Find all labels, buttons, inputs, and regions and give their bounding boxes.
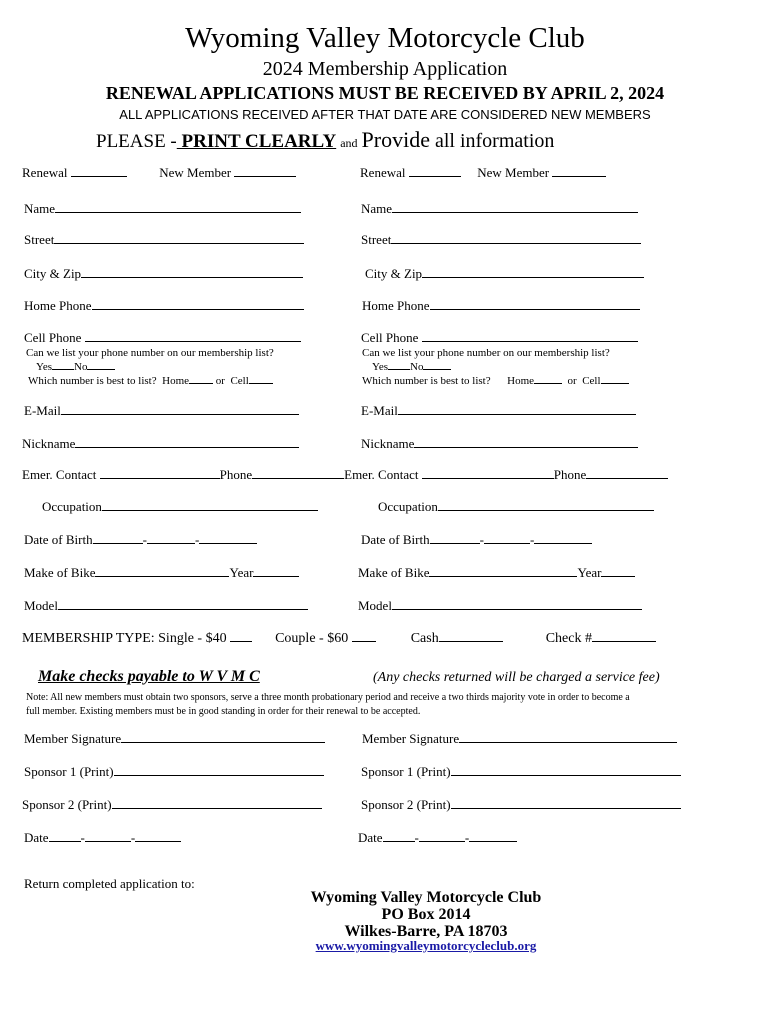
date-month-blank-left[interactable]	[49, 840, 81, 842]
year-label: Year	[577, 565, 602, 580]
sponsor1-blank-right[interactable]	[451, 774, 681, 776]
cell-label: Cell	[582, 375, 601, 387]
dash: -	[414, 830, 419, 845]
late-notice: ALL APPLICATIONS RECEIVED AFTER THAT DATE ARE CONSIDERED NEW MEMBERS	[119, 107, 651, 122]
renewal-label: Renewal	[360, 165, 406, 180]
checks-payable-note	[24, 668, 260, 686]
which-number-label: Which number is best to list?	[28, 375, 157, 387]
yes-label: Yes	[372, 361, 389, 373]
member-signature-right	[362, 731, 677, 747]
sponsor1-left	[24, 764, 324, 780]
city-zip-label: City & Zip	[365, 266, 423, 281]
email-blank-right[interactable]	[398, 413, 636, 415]
home-choice-blank-right[interactable]	[534, 382, 562, 384]
email-label: E-Mail	[361, 403, 398, 418]
nickname-blank-left[interactable]	[75, 446, 299, 448]
email-blank-left[interactable]	[61, 413, 299, 415]
occupation-field-right	[378, 499, 654, 515]
check-number-label: Check #	[545, 631, 592, 646]
sponsor2-right	[361, 797, 681, 813]
model-label: Model	[358, 598, 392, 613]
club-title: Wyoming Valley Motorcycle Club	[185, 22, 585, 54]
list-question-right: Can we list your phone number on our membership list?	[362, 347, 610, 359]
yes-label: Yes	[36, 361, 53, 373]
street-label: Street	[24, 232, 55, 247]
occupation-blank-right[interactable]	[438, 509, 654, 511]
name-blank-right[interactable]	[392, 211, 638, 213]
email-label: E-Mail	[24, 403, 61, 418]
and-label: and	[340, 136, 358, 150]
single-blank[interactable]	[230, 640, 252, 642]
emer-contact-label: Emer. Contact	[344, 467, 419, 482]
membership-couple-label: Couple - $60	[275, 631, 349, 646]
membership-single-label: MEMBERSHIP TYPE: Single - $40	[22, 631, 227, 646]
membership-type-row	[22, 631, 656, 647]
sponsor2-label: Sponsor 2 (Print)	[361, 797, 451, 812]
nickname-label: Nickname	[22, 436, 76, 451]
couple-blank[interactable]	[352, 640, 376, 642]
dob-label: Date of Birth	[361, 532, 430, 547]
cash-blank[interactable]	[439, 640, 503, 642]
emer-contact-row	[22, 467, 668, 483]
emer-contact-blank-left[interactable]	[100, 477, 220, 479]
dob-month-blank-left[interactable]	[93, 542, 143, 544]
renewal-blank-right[interactable]	[409, 175, 461, 177]
home-phone-blank-right[interactable]	[430, 308, 640, 310]
nickname-field-left	[22, 436, 299, 452]
new-member-blank-right[interactable]	[552, 175, 606, 177]
occupation-label: Occupation	[42, 499, 102, 514]
new-member-label: New Member	[159, 165, 232, 180]
checks-payable-text: Make checks payable to W V M C	[38, 668, 260, 685]
member-signature-left	[24, 731, 325, 747]
date-day-blank-right[interactable]	[419, 840, 465, 842]
nickname-label: Nickname	[361, 436, 415, 451]
date-day-blank-left[interactable]	[85, 840, 131, 842]
model-blank-left[interactable]	[58, 608, 308, 610]
cell-phone-blank-right[interactable]	[422, 340, 638, 342]
bike-make-field-right	[358, 565, 635, 581]
returned-check-fee: (Any checks returned will be charged a service fee)	[373, 670, 660, 685]
or-label: or	[215, 375, 225, 387]
dob-day-blank-left[interactable]	[147, 542, 195, 544]
sponsor1-label: Sponsor 1 (Print)	[361, 764, 451, 779]
home-phone-label: Home Phone	[24, 298, 92, 313]
member-signature-blank-left[interactable]	[121, 741, 325, 743]
home-phone-field-right	[362, 298, 640, 314]
dash: -	[464, 830, 470, 845]
bike-make-label: Make of Bike	[358, 565, 430, 580]
cell-phone-field-left	[24, 330, 301, 346]
left-renewal-row	[22, 165, 296, 181]
member-signature-label: Member Signature	[362, 731, 460, 746]
dob-field-left	[24, 532, 257, 548]
home-phone-blank-left[interactable]	[92, 308, 304, 310]
return-city: Wilkes-Barre, PA 18703	[344, 923, 508, 940]
home-choice-blank-left[interactable]	[189, 382, 213, 384]
dash: -	[80, 830, 85, 845]
street-field-right	[361, 232, 641, 248]
dob-field-right	[361, 532, 592, 548]
home-label: Home	[507, 375, 535, 387]
cash-label: Cash	[410, 631, 439, 646]
dob-month-blank-right[interactable]	[430, 542, 480, 544]
email-field-left	[24, 403, 299, 419]
name-label: Name	[361, 201, 393, 216]
nickname-field-right	[361, 436, 638, 452]
yes-no-left	[36, 361, 115, 373]
emer-contact-blank-right[interactable]	[422, 477, 554, 479]
dob-day-blank-right[interactable]	[484, 542, 530, 544]
street-label: Street	[361, 232, 392, 247]
renewal-label: Renewal	[22, 165, 68, 180]
which-number-right	[362, 375, 629, 387]
street-blank-left[interactable]	[54, 242, 304, 244]
occupation-field-left	[42, 499, 318, 515]
dob-label: Date of Birth	[24, 532, 93, 547]
new-member-label: New Member	[477, 165, 550, 180]
date-label: Date	[24, 830, 49, 845]
date-month-blank-right[interactable]	[383, 840, 415, 842]
sponsor1-right	[361, 764, 681, 780]
city-zip-blank-right[interactable]	[422, 276, 644, 278]
bike-make-blank-right[interactable]	[429, 575, 577, 577]
name-field-left	[24, 201, 301, 217]
bike-make-blank-left[interactable]	[95, 575, 229, 577]
no-blank-left[interactable]	[87, 368, 115, 370]
sponsor-note-line1: Note: All new members must obtain two sponsors, serve a three month probationary period and receive a two thirds majority vote in order to become a	[26, 692, 630, 703]
nickname-blank-right[interactable]	[414, 446, 638, 448]
application-subtitle: 2024 Membership Application	[262, 58, 508, 80]
renewal-blank-left[interactable]	[71, 175, 127, 177]
print-instruction	[96, 127, 554, 153]
right-renewal-row	[360, 165, 606, 181]
return-instruction: Return completed application to:	[24, 876, 195, 891]
home-label: Home	[162, 375, 190, 387]
phone-label: Phone	[219, 467, 253, 482]
check-number-blank[interactable]	[592, 640, 656, 642]
cell-phone-label: Cell Phone	[24, 330, 82, 345]
cell-choice-blank-right[interactable]	[601, 382, 629, 384]
cell-phone-field-right	[361, 330, 638, 346]
sponsor1-label: Sponsor 1 (Print)	[24, 764, 114, 779]
date-field-left	[24, 830, 181, 846]
dash: -	[194, 532, 200, 547]
which-number-label: Which number is best to list?	[362, 375, 491, 387]
model-field-left	[24, 598, 308, 614]
member-signature-label: Member Signature	[24, 731, 122, 746]
new-member-blank-left[interactable]	[234, 175, 296, 177]
date-label: Date	[358, 830, 383, 845]
occupation-label: Occupation	[378, 499, 438, 514]
model-blank-right[interactable]	[392, 608, 642, 610]
dob-year-blank-left[interactable]	[199, 542, 257, 544]
sponsor2-label: Sponsor 2 (Print)	[22, 797, 112, 812]
yes-blank-left[interactable]	[52, 368, 74, 370]
print-clearly-label: PRINT CLEARLY	[176, 131, 337, 152]
list-question-left: Can we list your phone number on our membership list?	[26, 347, 274, 359]
street-blank-right[interactable]	[391, 242, 641, 244]
sponsor-note-line2: full member. Existing members must be in good standing in order for their renewal to be accepted.	[26, 706, 421, 717]
sponsor2-blank-right[interactable]	[451, 807, 681, 809]
sponsor1-blank-left[interactable]	[114, 774, 324, 776]
bike-make-field-left	[24, 565, 299, 581]
bike-make-label: Make of Bike	[24, 565, 96, 580]
no-label: No	[74, 361, 88, 373]
provide-label: Provide	[361, 127, 430, 152]
phone-label: Phone	[553, 467, 587, 482]
dash: -	[142, 532, 147, 547]
model-field-right	[358, 598, 642, 614]
home-phone-label: Home Phone	[362, 298, 430, 313]
cell-phone-blank-left[interactable]	[85, 340, 301, 342]
name-label: Name	[24, 201, 56, 216]
emer-contact-label: Emer. Contact	[22, 467, 97, 482]
email-field-right	[361, 403, 636, 419]
cell-choice-blank-left[interactable]	[249, 382, 273, 384]
bike-year-blank-left[interactable]	[253, 575, 299, 577]
or-label: or	[567, 375, 577, 387]
return-po-box: PO Box 2014	[381, 906, 471, 923]
dash: -	[529, 532, 535, 547]
please-label: PLEASE -	[96, 131, 177, 152]
no-blank-right[interactable]	[423, 368, 451, 370]
occupation-blank-left[interactable]	[102, 509, 318, 511]
member-signature-blank-right[interactable]	[459, 741, 677, 743]
bike-year-blank-right[interactable]	[601, 575, 635, 577]
emer-phone-blank-left[interactable]	[252, 477, 344, 479]
return-address	[226, 889, 626, 940]
home-phone-field-left	[24, 298, 304, 314]
sponsor2-left	[22, 797, 322, 813]
date-year-blank-right[interactable]	[469, 840, 517, 842]
emer-phone-blank-right[interactable]	[586, 477, 668, 479]
city-zip-field-left	[24, 266, 303, 282]
yes-blank-right[interactable]	[388, 368, 410, 370]
date-year-blank-left[interactable]	[135, 840, 181, 842]
yes-no-right	[372, 361, 451, 373]
which-number-left	[28, 375, 273, 387]
year-label: Year	[229, 565, 254, 580]
name-field-right	[361, 201, 638, 217]
sponsor2-blank-left[interactable]	[112, 807, 322, 809]
dash: -	[130, 830, 136, 845]
dob-year-blank-right[interactable]	[534, 542, 592, 544]
city-zip-field-right	[365, 266, 644, 282]
renewal-deadline: RENEWAL APPLICATIONS MUST BE RECEIVED BY APRIL 2, 2024	[105, 83, 665, 103]
no-label: No	[410, 361, 424, 373]
cell-phone-label: Cell Phone	[361, 330, 419, 345]
model-label: Model	[24, 598, 58, 613]
date-field-right	[358, 830, 517, 846]
all-information-label: all information	[429, 130, 555, 152]
website-link[interactable]: www.wyomingvalleymotorcycleclub.org	[315, 938, 537, 953]
name-blank-left[interactable]	[55, 211, 301, 213]
street-field-left	[24, 232, 304, 248]
city-zip-blank-left[interactable]	[81, 276, 303, 278]
dash: -	[479, 532, 484, 547]
cell-label: Cell	[230, 375, 249, 387]
city-zip-label: City & Zip	[24, 266, 82, 281]
return-club-name: Wyoming Valley Motorcycle Club	[310, 889, 542, 906]
